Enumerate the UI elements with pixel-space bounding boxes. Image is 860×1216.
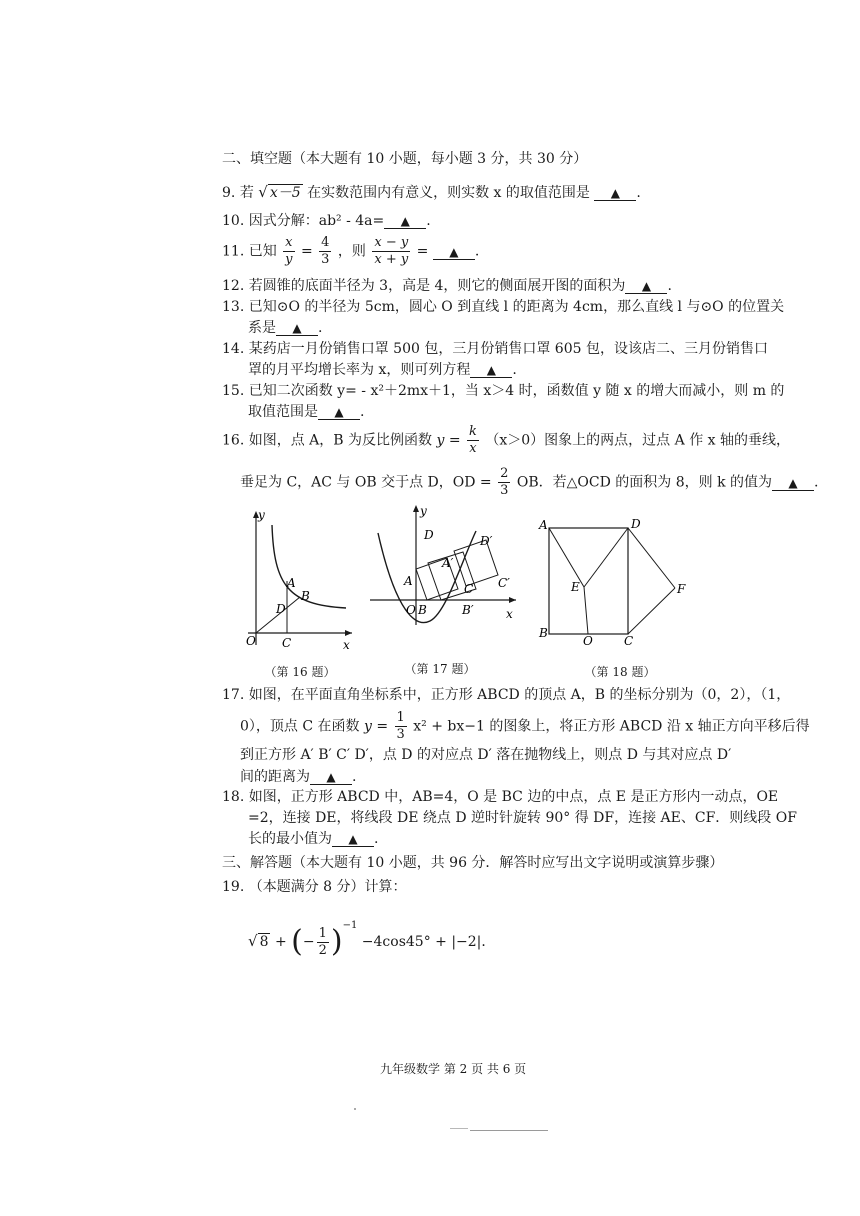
caption-figure-17: （第 17 题） [404, 662, 476, 676]
answer-blank-9: ▲ [594, 186, 636, 201]
question-17-line2 [240, 710, 810, 743]
question-13-cont [248, 319, 322, 337]
q17-line4-text: 间的距离为 [240, 769, 310, 785]
fig16-label-B: B [301, 589, 310, 603]
fig18-label-E: E [571, 580, 580, 594]
fig17-label-x: x [506, 607, 513, 621]
q19-plus: + [274, 934, 287, 950]
q19-f-den: 2 [318, 942, 327, 958]
q16-f-num: k [469, 424, 477, 439]
q16-number: 16. [222, 432, 245, 449]
q11-f1-den: y [285, 252, 293, 267]
answer-blank-15: ▲ [318, 405, 360, 420]
q11-f2-num: 4 [321, 235, 330, 250]
answer-blank-14: ▲ [470, 363, 512, 378]
q13-end: . [318, 320, 323, 336]
answer-blank-11: ▲ [433, 245, 475, 260]
q17-end: . [352, 769, 357, 785]
q17-line2-pre: 0），顶点 C 在函数 [240, 718, 360, 735]
question-16 [222, 424, 790, 457]
q19-expression: √ 8 + (− $\frac{1}{2}$ )$^{-1}$ −4cos45° + |−2|． [248, 920, 496, 959]
q11-f3-den: x + y [374, 252, 409, 267]
fig16-label-y: y [258, 508, 265, 522]
q14-number: 14. [222, 341, 245, 357]
q9-text-post: 在实数范围内有意义，则实数 x 的取值范围是 [307, 185, 590, 201]
q19-expr-rest: −4cos45° + |−2|． [361, 934, 496, 950]
q19-radicand: 8 [259, 934, 269, 950]
q19-text: （本题满分 8 分）计算： [248, 879, 407, 895]
q16-f2-den: 3 [500, 483, 509, 498]
question-19 [222, 878, 407, 896]
q11-text-pre: 已知 [248, 243, 277, 260]
scan-smudge [470, 1130, 548, 1131]
question-16-cont [240, 466, 818, 499]
question-15-cont [248, 403, 364, 421]
fig18-label-F: F [677, 582, 686, 596]
scan-speck [354, 1108, 356, 1110]
q19-neg: − [302, 934, 315, 950]
caption-figure-16: （第 16 题） [264, 665, 336, 679]
fig17-label-B1: B′ [462, 603, 474, 617]
q16-end: . [814, 474, 819, 491]
q9-text-pre: 若 [239, 185, 254, 201]
fig17-label-C: C [464, 582, 474, 596]
q19-number: 19. [222, 879, 245, 895]
q14-text: 某药店一月份销售口罩 500 包，三月份销售口罩 605 包，设该店二、三月份销售口 [248, 341, 768, 357]
q18-line1: 如图，正方形 ABCD 中，AB=4，O 是 BC 边的中点，点 E 是正方形内一动点，OE [248, 789, 779, 805]
q18-end: . [374, 831, 379, 847]
q13-text2: 系是 [248, 320, 276, 336]
fig17-label-O: O [406, 603, 416, 617]
q11-fraction-target [372, 235, 410, 268]
q17-line1: 如图，在平面直角坐标系中，正方形 ABCD 的顶点 A，B 的坐标分别为（0，2），（1， [248, 687, 791, 703]
q14-text2: 罩的月平均增长率为 x，则可列方程 [248, 362, 471, 378]
q11-end: . [474, 243, 480, 260]
q14-end: . [512, 362, 517, 378]
q10-text: 因式分解：ab² - 4a= [248, 213, 385, 229]
q9-radicand: x－5 [269, 185, 301, 201]
q12-end: . [667, 278, 672, 294]
q16-fraction-kx [467, 424, 479, 457]
figure-18 [535, 515, 695, 645]
section-3-title: 三、解答题（本大题有 10 小题，共 96 分．解答时应写出文字说明或演算步骤） [222, 855, 724, 871]
q17-fraction-13 [395, 710, 407, 743]
section-2-title: 二、填空题（本大题有 10 小题，每小题 3 分，共 30 分） [222, 151, 588, 167]
q13-number: 13. [222, 299, 245, 315]
q16-text-pre: 如图，点 A，B 为反比例函数 [248, 432, 433, 449]
fig17-label-y: y [420, 504, 427, 518]
q17-number: 17. [222, 687, 245, 703]
question-14 [222, 340, 768, 358]
question-12 [222, 277, 672, 295]
q16-text2-post: OB．若△OCD 的面积为 8，则 k 的值为 [516, 474, 772, 491]
fig16-label-A: A [287, 576, 296, 590]
q16-text2-pre: 垂足为 C，AC 与 OB 交于点 D，OD = [240, 474, 492, 491]
q10-number: 10. [222, 213, 245, 229]
fig16-label-O: O [246, 634, 256, 648]
q16-fraction-23 [498, 466, 510, 499]
fig17-label-A: A [404, 574, 413, 588]
q16-f2-num: 2 [500, 466, 509, 481]
q11-eq: = [300, 243, 318, 260]
q11-fraction-43 [319, 235, 331, 268]
q17-line2-post: x² + bx−1 的图象上，将正方形 ABCD 沿 x 轴正方向平移后得 [413, 718, 810, 735]
q18-line3-text: 长的最小值为 [248, 831, 332, 847]
fig18-label-D: D [631, 517, 641, 531]
answer-blank-13: ▲ [276, 321, 318, 336]
question-17 [222, 686, 790, 704]
answer-blank-17: ▲ [310, 770, 352, 785]
q11-text-post: = [416, 243, 433, 260]
q15-text2: 取值范围是 [248, 404, 318, 420]
fig17-label-D: D [424, 528, 434, 542]
fig17-label-A1: A′ [442, 556, 454, 570]
q10-end: . [426, 213, 431, 229]
q11-fraction-xy [283, 235, 294, 268]
question-18-line2: =2，连接 DE，将线段 DE 绕点 D 逆时针旋转 90° 得 DF，连接 AE、CF．则线段 OF [248, 810, 797, 826]
q19-f-num: 1 [318, 925, 327, 941]
q11-text-mid: ，则 [337, 243, 366, 260]
fig16-label-D: D [276, 602, 286, 616]
fig18-label-O: O [583, 634, 593, 645]
q11-number: 11. [222, 243, 245, 260]
question-11 [222, 235, 479, 268]
answer-blank-18: ▲ [332, 832, 374, 847]
answer-blank-10: ▲ [384, 214, 426, 229]
question-17-line3: 到正方形 A′ B′ C′ D′，点 D 的对应点 D′ 落在抛物线上，则点 D 与其对应点 D′ [240, 747, 732, 763]
fig16-label-x: x [343, 638, 350, 650]
answer-blank-12: ▲ [625, 279, 667, 294]
fig18-label-B: B [539, 626, 548, 640]
fig18-label-A: A [539, 518, 548, 532]
fig17-label-C1: C′ [498, 576, 510, 590]
q17-f-num: 1 [396, 710, 405, 725]
q19-fraction-half [317, 926, 329, 959]
fig17-label-D1: D′ [480, 534, 493, 548]
q17-f-den: 3 [396, 727, 405, 742]
q12-number: 12. [222, 278, 245, 294]
figure-17 [366, 503, 518, 628]
question-15 [222, 382, 784, 400]
question-17-line4 [240, 768, 356, 786]
q9-number: 9. [222, 185, 236, 201]
q11-f1-num: x [285, 235, 293, 250]
answer-blank-16: ▲ [772, 476, 814, 491]
caption-figure-18: （第 18 题） [584, 665, 656, 679]
q16-text-post: （x＞0）图象上的两点，过点 A 作 x 轴的垂线， [485, 432, 790, 449]
fig16-label-C: C [282, 636, 292, 650]
question-18-line3 [248, 830, 378, 848]
question-18 [222, 788, 778, 806]
question-10 [222, 212, 431, 230]
q19-exponent: −1 [342, 920, 358, 931]
q16-func-y: y = [436, 432, 461, 449]
q15-end: . [360, 404, 365, 420]
q15-number: 15. [222, 383, 245, 399]
fig18-label-C: C [624, 634, 634, 645]
question-9: 9. 若 √ x－5 在实数范围内有意义，则实数 x 的取值范围是 ▲ . [222, 183, 641, 201]
q11-f3-num: x − y [374, 235, 409, 250]
q12-text: 若圆锥的底面半径为 3，高是 4，则它的侧面展开图的面积为 [248, 278, 626, 294]
q16-f-den: x [469, 441, 477, 456]
question-13 [222, 298, 784, 316]
scan-smudge-left [450, 1128, 468, 1129]
q15-text: 已知二次函数 y= - x²＋2mx＋1，当 x＞4 时，函数值 y 随 x 的增大而减小，则 m 的 [248, 383, 785, 399]
q17-func-y: y = [363, 718, 389, 735]
q18-number: 18. [222, 789, 245, 805]
figure-16 [238, 505, 358, 650]
page-footer: 九年级数学 第 2 页 共 6 页 [380, 1062, 527, 1076]
question-14-cont [248, 361, 517, 379]
q9-end: . [636, 185, 641, 201]
fig17-label-B: B [418, 603, 427, 617]
q11-f2-den: 3 [321, 252, 330, 267]
q13-text: 已知⊙O 的半径为 5cm，圆心 O 到直线 l 的距离为 4cm，那么直线 l 与⊙O 的位置关 [248, 299, 785, 315]
